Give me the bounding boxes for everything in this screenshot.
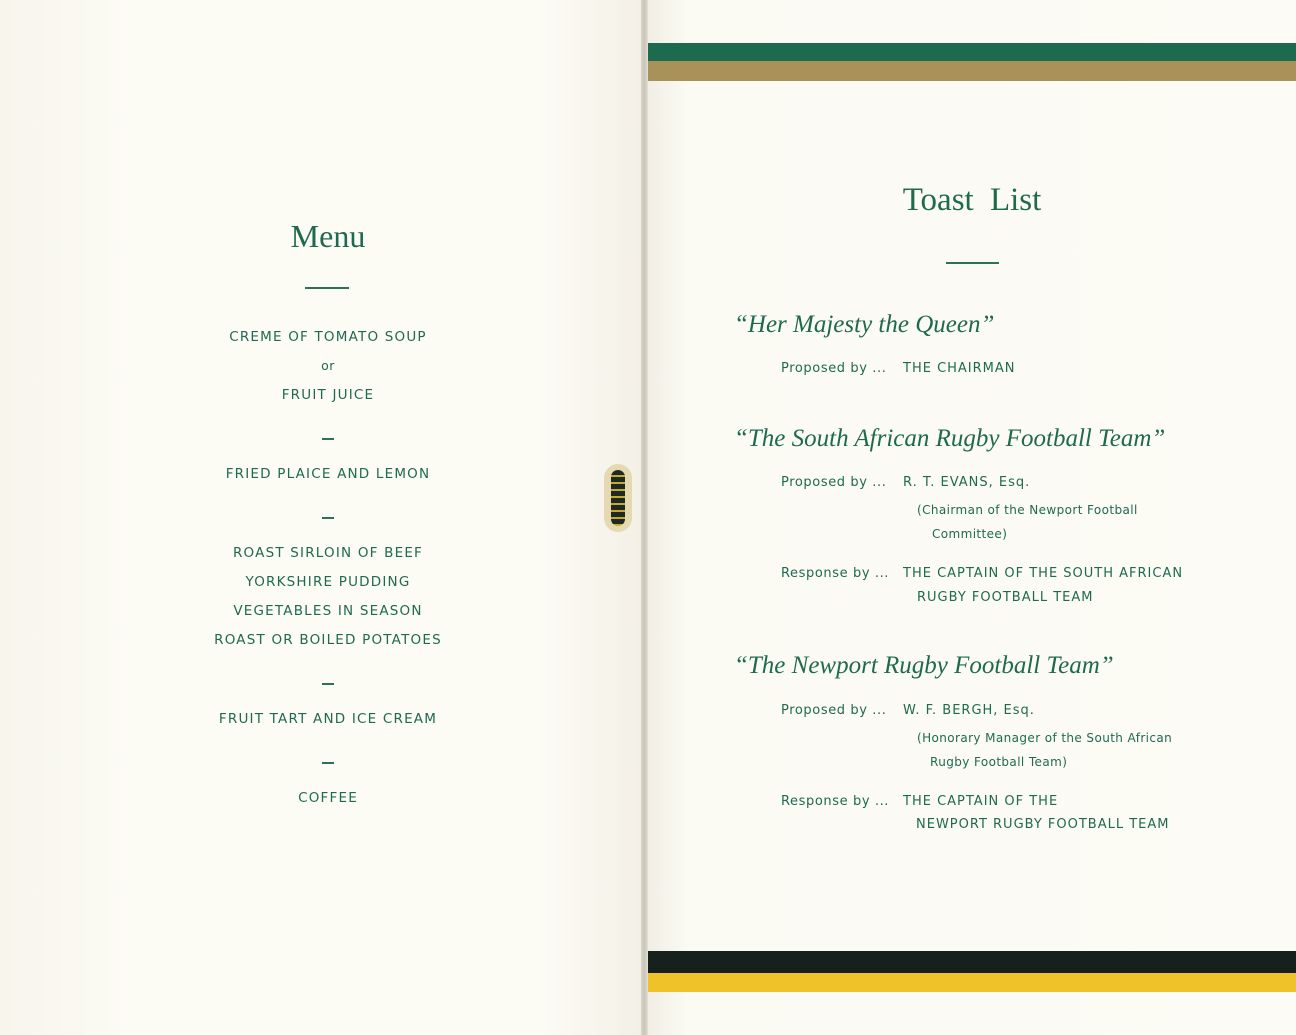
toast-newport-proposed bbox=[781, 703, 1035, 718]
dash-mark bbox=[322, 517, 334, 519]
proposed-label: Proposed by ... bbox=[781, 703, 887, 718]
responder-name-cont: RUGBY FOOTBALL TEAM bbox=[917, 590, 1094, 605]
bottom-yellow-stripe bbox=[648, 973, 1296, 992]
page-fold bbox=[641, 0, 648, 1035]
menu-title: Menu bbox=[290, 218, 366, 254]
toast-list-page bbox=[648, 0, 1296, 1035]
toast-newport-response bbox=[781, 794, 1058, 809]
toast-heading-newport-team: “The Newport Rugby Football Team” bbox=[734, 652, 1114, 679]
menu-course-separator bbox=[0, 738, 641, 788]
proposer-note: (Honorary Manager of the South African bbox=[917, 731, 1173, 745]
toast-queen-proposed bbox=[781, 361, 1016, 376]
menu-course-separator bbox=[0, 493, 641, 543]
toast-sa-proposed bbox=[781, 475, 1030, 490]
toast-sa-response bbox=[781, 566, 1183, 581]
response-label: Response by ... bbox=[781, 566, 890, 581]
binding-staple bbox=[604, 464, 632, 532]
top-green-stripe bbox=[648, 43, 1296, 61]
menu-item: FRIED PLAICE AND LEMON bbox=[225, 466, 431, 482]
responder-name: THE CAPTAIN OF THE bbox=[903, 794, 1059, 809]
menu-item: or bbox=[321, 358, 335, 373]
menu-item: CREME OF TOMATO SOUP bbox=[229, 329, 427, 345]
menu-item: ROAST SIRLOIN OF BEEF bbox=[232, 545, 424, 561]
proposer-name: THE CHAIRMAN bbox=[903, 361, 1016, 376]
menu-item: VEGETABLES IN SEASON bbox=[233, 603, 423, 619]
dash-mark bbox=[322, 438, 334, 440]
menu-course-separator bbox=[0, 414, 641, 464]
proposer-name: R. T. EVANS, Esq. bbox=[903, 475, 1031, 490]
responder-name: THE CAPTAIN OF THE SOUTH AFRICAN bbox=[903, 566, 1184, 581]
menu-item: FRUIT JUICE bbox=[281, 387, 375, 403]
menu-page bbox=[0, 0, 641, 1035]
menu-list bbox=[0, 327, 641, 817]
proposer-note: (Chairman of the Newport Football bbox=[917, 503, 1138, 517]
dash-mark bbox=[322, 762, 334, 764]
responder-name-cont: NEWPORT RUGBY FOOTBALL TEAM bbox=[916, 817, 1170, 832]
toast-title-rule bbox=[946, 262, 999, 264]
menu-item: ROAST OR BOILED POTATOES bbox=[214, 632, 442, 648]
response-label: Response by ... bbox=[781, 794, 890, 809]
dash-mark bbox=[322, 683, 334, 685]
toast-heading-south-african-team: “The South African Rugby Football Team” bbox=[734, 425, 1166, 452]
menu-course-separator bbox=[0, 659, 641, 709]
toast-heading-queen: “Her Majesty the Queen” bbox=[734, 311, 995, 338]
menu-item: COFFEE bbox=[298, 790, 358, 806]
toast-list-title: Toast List bbox=[902, 182, 1042, 218]
proposer-name: W. F. BERGH, Esq. bbox=[903, 703, 1035, 718]
top-gold-stripe bbox=[648, 61, 1296, 81]
proposer-note-cont: Committee) bbox=[932, 527, 1008, 541]
bottom-black-stripe bbox=[648, 951, 1296, 973]
menu-title-rule bbox=[305, 287, 349, 289]
proposed-label: Proposed by ... bbox=[781, 475, 887, 490]
menu-item: YORKSHIRE PUDDING bbox=[245, 574, 411, 590]
proposer-note-cont: Rugby Football Team) bbox=[930, 755, 1068, 769]
proposed-label: Proposed by ... bbox=[781, 361, 887, 376]
menu-item: FRUIT TART AND ICE CREAM bbox=[218, 711, 438, 727]
